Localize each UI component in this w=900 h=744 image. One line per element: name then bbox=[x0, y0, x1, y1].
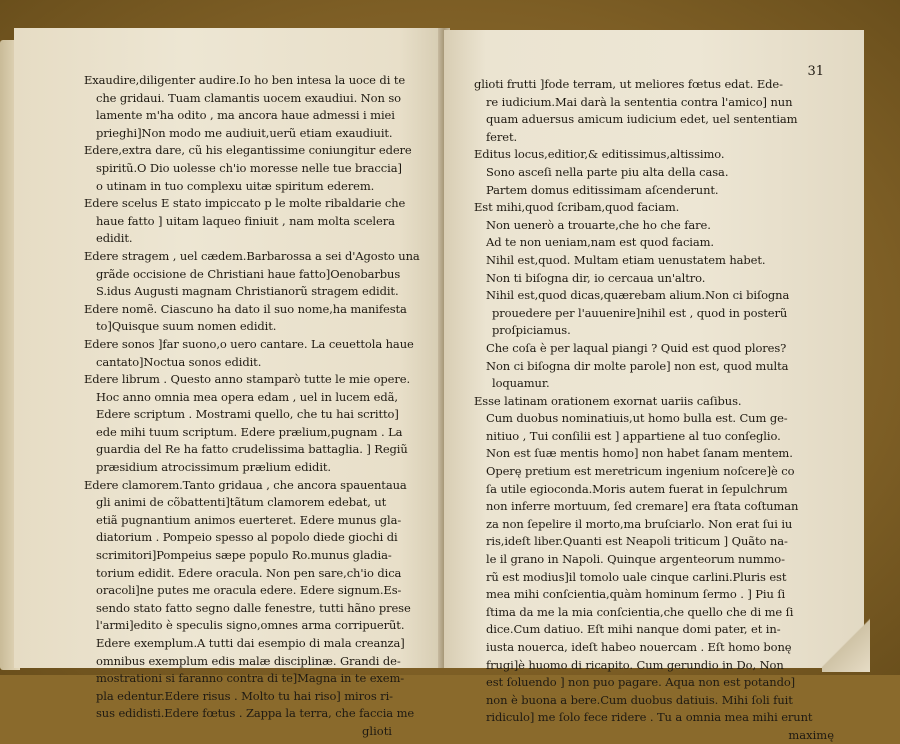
text-line: Esse latinam orationem exornat uariis caſibus. bbox=[474, 393, 742, 408]
text-line: to]Quisque suum nomen edidit. bbox=[96, 319, 277, 334]
text-line: scrimitori]Pompeius sæpe populo Ro.munus gladia- bbox=[96, 548, 392, 563]
text-line: Edere exemplum.A tutti dai esempio di mala creanza] bbox=[96, 636, 405, 650]
text-line: quam aduersus amicum iudicium edet, uel sententiam bbox=[486, 112, 798, 127]
text-line: præsidium atrocissimum prælium edidit. bbox=[96, 460, 331, 475]
text-line: omnibus exemplum edis malæ disciplinæ. Grandi de- bbox=[96, 653, 401, 668]
text-line: dice.Cum datiuo. Eſt mihi nanque domi pater, et in- bbox=[486, 622, 781, 637]
text-line: Edere stragem , uel cædem.Barbarossa a sei d'Agosto una bbox=[84, 248, 420, 263]
text-line: Edere sonos ]far suono,o uero cantare. La ceuettola haue bbox=[84, 336, 414, 351]
text-line: ridiculo] me ſolo fece ridere . Tu a omnia mea mihi erunt bbox=[486, 710, 813, 725]
text-line: grãde occisione de Christiani haue fatto]Oenobarbus bbox=[96, 266, 401, 281]
text-line: l'armi]edito è speculis signo,omnes arma corripuerũt. bbox=[96, 618, 405, 633]
text-line: Che coſa è per laqual piangi ? Quid est quod plores? bbox=[486, 340, 787, 355]
text-line: sendo stato fatto segno dalle fenestre, tutti hãno prese bbox=[96, 600, 411, 615]
text-line: Hoc anno omnia mea opera edam , uel in lucem edã, bbox=[96, 389, 398, 404]
text-line: Exaudire,diligenter audire.Io ho ben intesa la uoce di te bbox=[84, 73, 406, 87]
text-line: Edere scriptum . Mostrami quello, che tu hai scritto] bbox=[96, 407, 399, 422]
right-catchword: maximę bbox=[788, 727, 834, 742]
text-line: le il grano in Napoli. Quinque argenteorum nummo- bbox=[486, 552, 785, 567]
text-line: Partem domus editissimam aſcenderunt. bbox=[486, 182, 719, 197]
text-line: Est mihi,quod ſcribam,quod faciam. bbox=[474, 200, 680, 215]
text-line: ede mihi tuum scriptum. Edere prælium,pugnam . La bbox=[96, 424, 403, 439]
text-line: frugi]è huomo di ricapito. Cum gerundio in Do, Non bbox=[486, 657, 784, 672]
text-line: proſpiciamus. bbox=[492, 323, 571, 338]
text-line: spiritũ.O Dio uolesse ch'io moresse nelle tue braccia] bbox=[96, 160, 402, 175]
text-line: Operę pretium est meretricum ingenium noſcere]è co bbox=[486, 464, 795, 479]
text-line: Ad te non ueniam,nam est quod faciam. bbox=[486, 235, 714, 250]
text-line: ſa utile egioconda.Moris autem fuerat in ſepulchrum bbox=[486, 481, 788, 496]
text-line: che gridaui. Tuam clamantis uocem exaudiui. Non so bbox=[96, 90, 401, 105]
text-line: haue fatto ] uitam laqueo finiuit , nam molta scelera bbox=[96, 213, 395, 228]
text-line: S.idus Augusti magnam Christianorũ stragem edidit. bbox=[96, 284, 399, 299]
text-line: glioti frutti ]fode terram, ut meliores fœtus edat. Ede- bbox=[474, 77, 783, 91]
page-corner bbox=[822, 616, 870, 672]
text-line: feret. bbox=[486, 129, 518, 144]
text-line: etiã pugnantium animos euerteret. Edere munus gla- bbox=[96, 512, 402, 527]
text-line: Nihil est,quod. Multam etiam uenustatem habet. bbox=[486, 252, 766, 267]
text-line: prouedere per l'auuenire]nihil est , quod in posterũ bbox=[492, 305, 788, 320]
text-line: ſtima da me la mia conſcientia,che quello che di me ſi bbox=[486, 604, 794, 619]
text-line: oracoli]ne putes me oracula edere. Edere signum.Es- bbox=[96, 583, 402, 598]
text-line: Edere scelus E stato impiccato p le molte ribaldarie che bbox=[84, 196, 406, 211]
right-page-text bbox=[474, 76, 834, 727]
text-line: ris,ideſt liber.Quanti est Neapoli triticum ] Quãto na- bbox=[486, 534, 788, 549]
text-line: loquamur. bbox=[492, 376, 550, 391]
text-line: edidit. bbox=[96, 231, 133, 246]
text-line: mostrationi si faranno contra di te]Magna in te exem- bbox=[96, 671, 405, 686]
text-line: iusta nouerca, ideſt habeo nouercam . Eſt homo bonę bbox=[486, 640, 792, 654]
text-line: sus edidisti.Edere fœtus . Zappa la terra, che faccia me bbox=[96, 706, 415, 721]
left-catchword: glioti bbox=[362, 723, 392, 738]
text-line: non inferre mortuum, ſed cremare] era ſtata coſtuman bbox=[486, 499, 799, 514]
text-line: pla edentur.Edere risus . Molto tu hai riso] miros ri- bbox=[96, 688, 393, 703]
left-page bbox=[14, 28, 442, 738]
text-line: Nihil est,quod dicas,quærebam alium.Non ci biſogna bbox=[486, 288, 790, 303]
text-line: Non ti biſogna dir, io cercaua un'altro. bbox=[486, 270, 706, 285]
text-line: Non ci biſogna dir molte parole] non est, quod multa bbox=[486, 358, 789, 373]
text-line: za non ſepelire il morto,ma bruſciarlo. Non erat ſui iu bbox=[486, 516, 793, 531]
text-line: Edere nomẽ. Ciascuno ha dato il suo nome,ha manifesta bbox=[84, 301, 407, 316]
text-line: gli animi de cõbattenti]tãtum clamorem edebat, ut bbox=[96, 495, 387, 510]
text-line: non è buona a bere.Cum duobus datiuis. Mihi ſoli fuit bbox=[486, 692, 793, 707]
text-line: mea mihi conſcientia,quàm hominum ſermo . ] Piu ſi bbox=[486, 587, 786, 602]
text-line: torium edidit. Edere oracula. Non pen sare,ch'io dica bbox=[96, 565, 402, 580]
text-line: rũ est modius]il tomolo uale cinque carlini.Pluris est bbox=[486, 569, 787, 584]
text-line: guardia del Re ha fatto crudelissima battaglia. ] Regiũ bbox=[96, 442, 408, 457]
text-line: Editus locus,editior,& editissimus,altissimo. bbox=[474, 147, 725, 162]
text-line: lamente m'ha odito , ma ancora haue admessi i miei bbox=[96, 108, 395, 123]
text-line: Sono asceſi nella parte piu alta della casa. bbox=[486, 164, 729, 179]
text-line: Edere librum . Questo anno stamparò tutte le mie opere. bbox=[84, 372, 411, 387]
text-line: Non uenerò a trouarte,che ho che fare. bbox=[486, 217, 711, 232]
text-line: est ſoluendo ] non puo pagare. Aqua non est potando] bbox=[486, 675, 796, 690]
text-line: diatorium . Pompeio spesso al popolo diede giochi di bbox=[96, 530, 398, 545]
page-number: 31 bbox=[807, 64, 824, 79]
text-line: Edere clamorem.Tanto gridaua , che ancora spauentaua bbox=[84, 477, 407, 492]
text-line: prieghi]Non modo me audiuit,uerũ etiam exaudiuit. bbox=[96, 125, 393, 140]
text-line: Cum duobus nominatiuis,ut homo bulla est. Cum ge- bbox=[486, 411, 788, 426]
text-line: o utinam in tuo complexu uitæ spiritum ederem. bbox=[96, 178, 375, 193]
text-line: re iudicium.Mai darà la sententia contra l'amico] nun bbox=[486, 94, 793, 109]
left-page-text bbox=[84, 72, 420, 723]
right-page bbox=[444, 30, 864, 742]
text-line: Non est ſuæ mentis homo] non habet ſanam mentem. bbox=[486, 446, 793, 461]
text-line: Edere,extra dare, cũ his elegantissime coniungitur edere bbox=[84, 143, 412, 158]
text-line: cantato]Noctua sonos edidit. bbox=[96, 354, 262, 369]
text-line: nitiuo , Tui conſilii est ] appartiene al tuo conſeglio. bbox=[486, 428, 781, 443]
